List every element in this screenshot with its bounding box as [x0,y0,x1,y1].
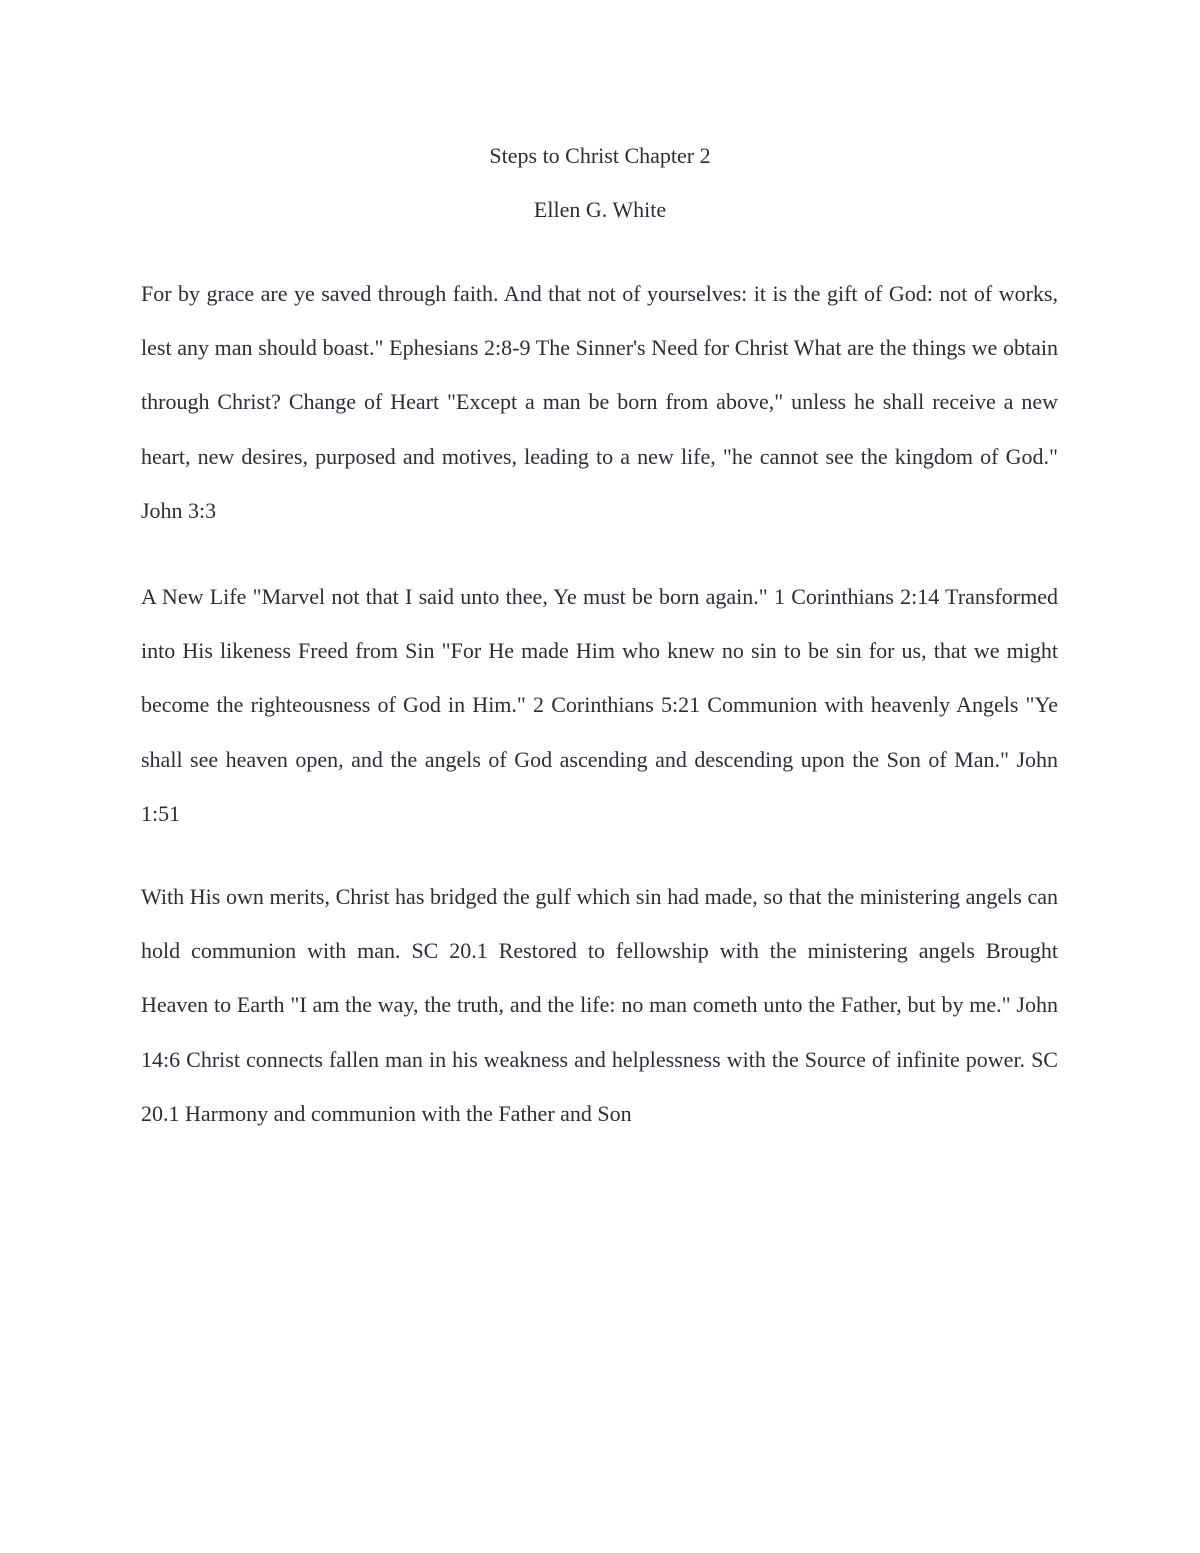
document-author: Ellen G. White [533,197,667,222]
paragraph-3: With His own merits, Christ has bridged the gulf which sin had made, so that the ministering angels can hold communion with man. SC 20.1 Restored to fellowship with the ministering angels Brought Heaven to Earth "I am the way, the truth, and the life: no man cometh unto the Father, but by me." John 14:6 Christ connects fallen man in his weakness and helplessness with the Source of infinite power. SC 20.1 Harmony and communion with the Father and Son [141,884,1058,1126]
paragraph-1: For by grace are ye saved through faith. And that not of yourselves: it is the gift of God: not of works, lest any man should boast." Ephesians 2:8-9 The Sinner's Need for Christ What are the things we obtain through Christ? Change of Heart "Except a man be born from above," unless he shall receive a new heart, new desires, purposed and motives, leading to a new life, "he cannot see the kingdom of God." John 3:3 [141,281,1058,523]
document-title: Steps to Christ Chapter 2 [489,143,711,168]
paragraph-2: A New Life "Marvel not that I said unto thee, Ye must be born again." 1 Corinthians 2:14 Transformed into His likeness Freed from Sin "For He made Him who knew no sin to be sin for us, that we might become the righteousness of God in Him." 2 Corinthians 5:21 Communion with heavenly Angels "Ye shall see heaven open, and the angels of God ascending and descending upon the Son of Man." John 1:51 [141,584,1058,826]
